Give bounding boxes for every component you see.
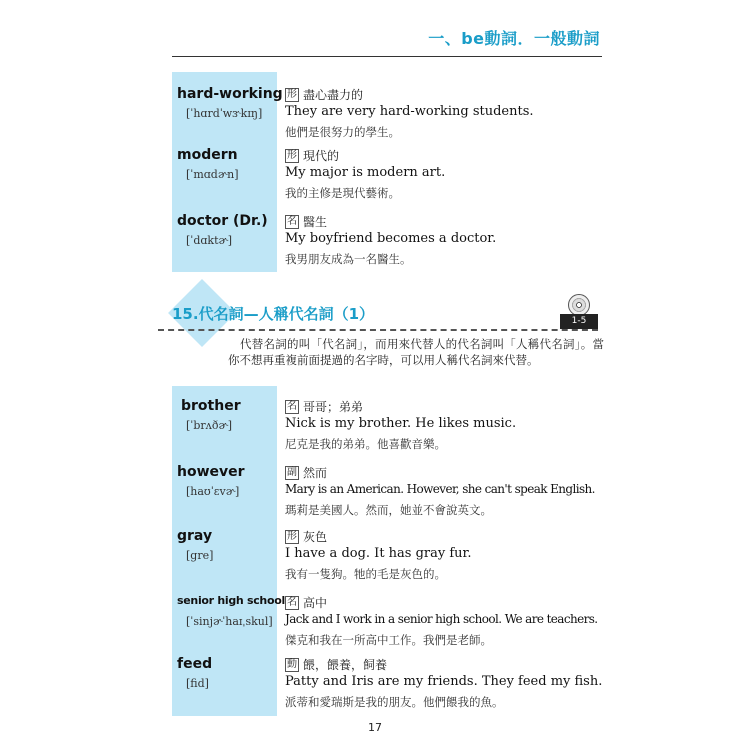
vocab-word: modern <box>177 147 238 163</box>
example-chinese: 他們是很努力的學生。 <box>285 125 400 139</box>
vocab-word: gray <box>177 528 213 544</box>
section-dashed-divider <box>158 329 598 331</box>
vocab-definition <box>285 464 327 481</box>
vocab-definition <box>285 86 363 103</box>
example-english: My major is modern art. <box>285 165 446 180</box>
example-english: Mary is an American. However, she can't speak English. <box>285 482 595 496</box>
audio-track-label: 1-5 <box>560 314 598 329</box>
part-of-speech-tag: 形 <box>287 88 297 100</box>
example-chinese: 我的主修是現代藝術。 <box>285 186 400 200</box>
vocab-phonetic: [ˈmɑdɚn] <box>186 168 239 181</box>
part-of-speech-tag: 形 <box>287 149 297 161</box>
vocab-meaning: 餵，餵養，飼養 <box>303 658 388 672</box>
vocab-phonetic: [ˈdɑktɚ] <box>186 234 233 247</box>
vocab-phonetic: [ˈsinjɚˈhaɪˌskul] <box>186 615 273 628</box>
vocab-word: however <box>177 464 245 480</box>
section-intro-paragraph: 代替名詞的叫「代名詞」，而用來代替人的代名詞叫「人稱代名詞」。當你不想再重複前面提過的名字時，可以用人稱代名詞來代替。 <box>228 337 604 367</box>
vocab-word: brother <box>181 398 241 414</box>
vocab-word: feed <box>177 656 213 672</box>
example-english: Jack and I work in a senior high school. We are teachers. <box>285 612 598 626</box>
example-english: Nick is my brother. He likes music. <box>285 416 517 431</box>
vocab-definition <box>285 528 327 545</box>
vocab-phonetic: [gre] <box>186 549 214 562</box>
vocab-word: hard-working <box>177 86 283 102</box>
part-of-speech-tag: 形 <box>287 530 297 542</box>
vocab-definition <box>285 656 387 673</box>
vocab-word: doctor (Dr.) <box>177 213 268 229</box>
chapter-title: 一、be動詞．一般動詞 <box>428 29 600 48</box>
example-english: I have a dog. It has gray fur. <box>285 546 472 561</box>
vocab-definition <box>285 147 339 164</box>
vocab-phonetic: [ˈhɑrdˈwɝkɪŋ] <box>186 107 263 120</box>
part-of-speech-tag: 動 <box>287 658 297 670</box>
vocab-meaning: 灰色 <box>303 530 328 544</box>
page-number: 17 <box>368 721 382 734</box>
vocab-phonetic: [ˈbrʌðɚ] <box>186 419 233 432</box>
example-chinese: 瑪莉是美國人。然而，她並不會說英文。 <box>285 503 492 517</box>
example-chinese: 派蒂和愛瑞斯是我的朋友。他們餵我的魚。 <box>285 695 504 709</box>
audio-cd-icon <box>568 294 590 316</box>
vocab-definition <box>285 398 363 415</box>
vocab-definition <box>285 213 327 230</box>
vocab-phonetic: [fid] <box>186 677 209 690</box>
header-divider <box>172 56 602 57</box>
part-of-speech-tag: 名 <box>287 400 297 412</box>
example-english: They are very hard-working students. <box>285 104 534 119</box>
example-chinese: 我有一隻狗。牠的毛是灰色的。 <box>285 567 446 581</box>
part-of-speech-tag: 副 <box>287 466 297 478</box>
vocab-meaning: 盡心盡力的 <box>303 88 364 102</box>
vocab-meaning: 高中 <box>303 596 328 610</box>
vocab-word: senior high school <box>177 594 285 607</box>
example-chinese: 尼克是我的弟弟。他喜歡音樂。 <box>285 437 446 451</box>
vocab-definition <box>285 594 327 611</box>
example-chinese: 我男朋友成為一名醫生。 <box>285 252 412 266</box>
vocab-meaning: 醫生 <box>303 215 328 229</box>
section-title: 15.代名詞—人稱代名詞（1） <box>172 305 375 323</box>
part-of-speech-tag: 名 <box>287 596 297 608</box>
example-english: My boyfriend becomes a doctor. <box>285 231 497 246</box>
vocab-meaning: 現代的 <box>303 149 340 163</box>
vocab-meaning: 然而 <box>303 466 328 480</box>
vocab-phonetic: [haʊˈɛvɚ] <box>186 485 240 498</box>
example-english: Patty and Iris are my friends. They feed my fish. <box>285 674 603 689</box>
example-chinese: 傑克和我在一所高中工作。我們是老師。 <box>285 633 492 647</box>
vocab-meaning: 哥哥；弟弟 <box>303 400 364 414</box>
part-of-speech-tag: 名 <box>287 215 297 227</box>
